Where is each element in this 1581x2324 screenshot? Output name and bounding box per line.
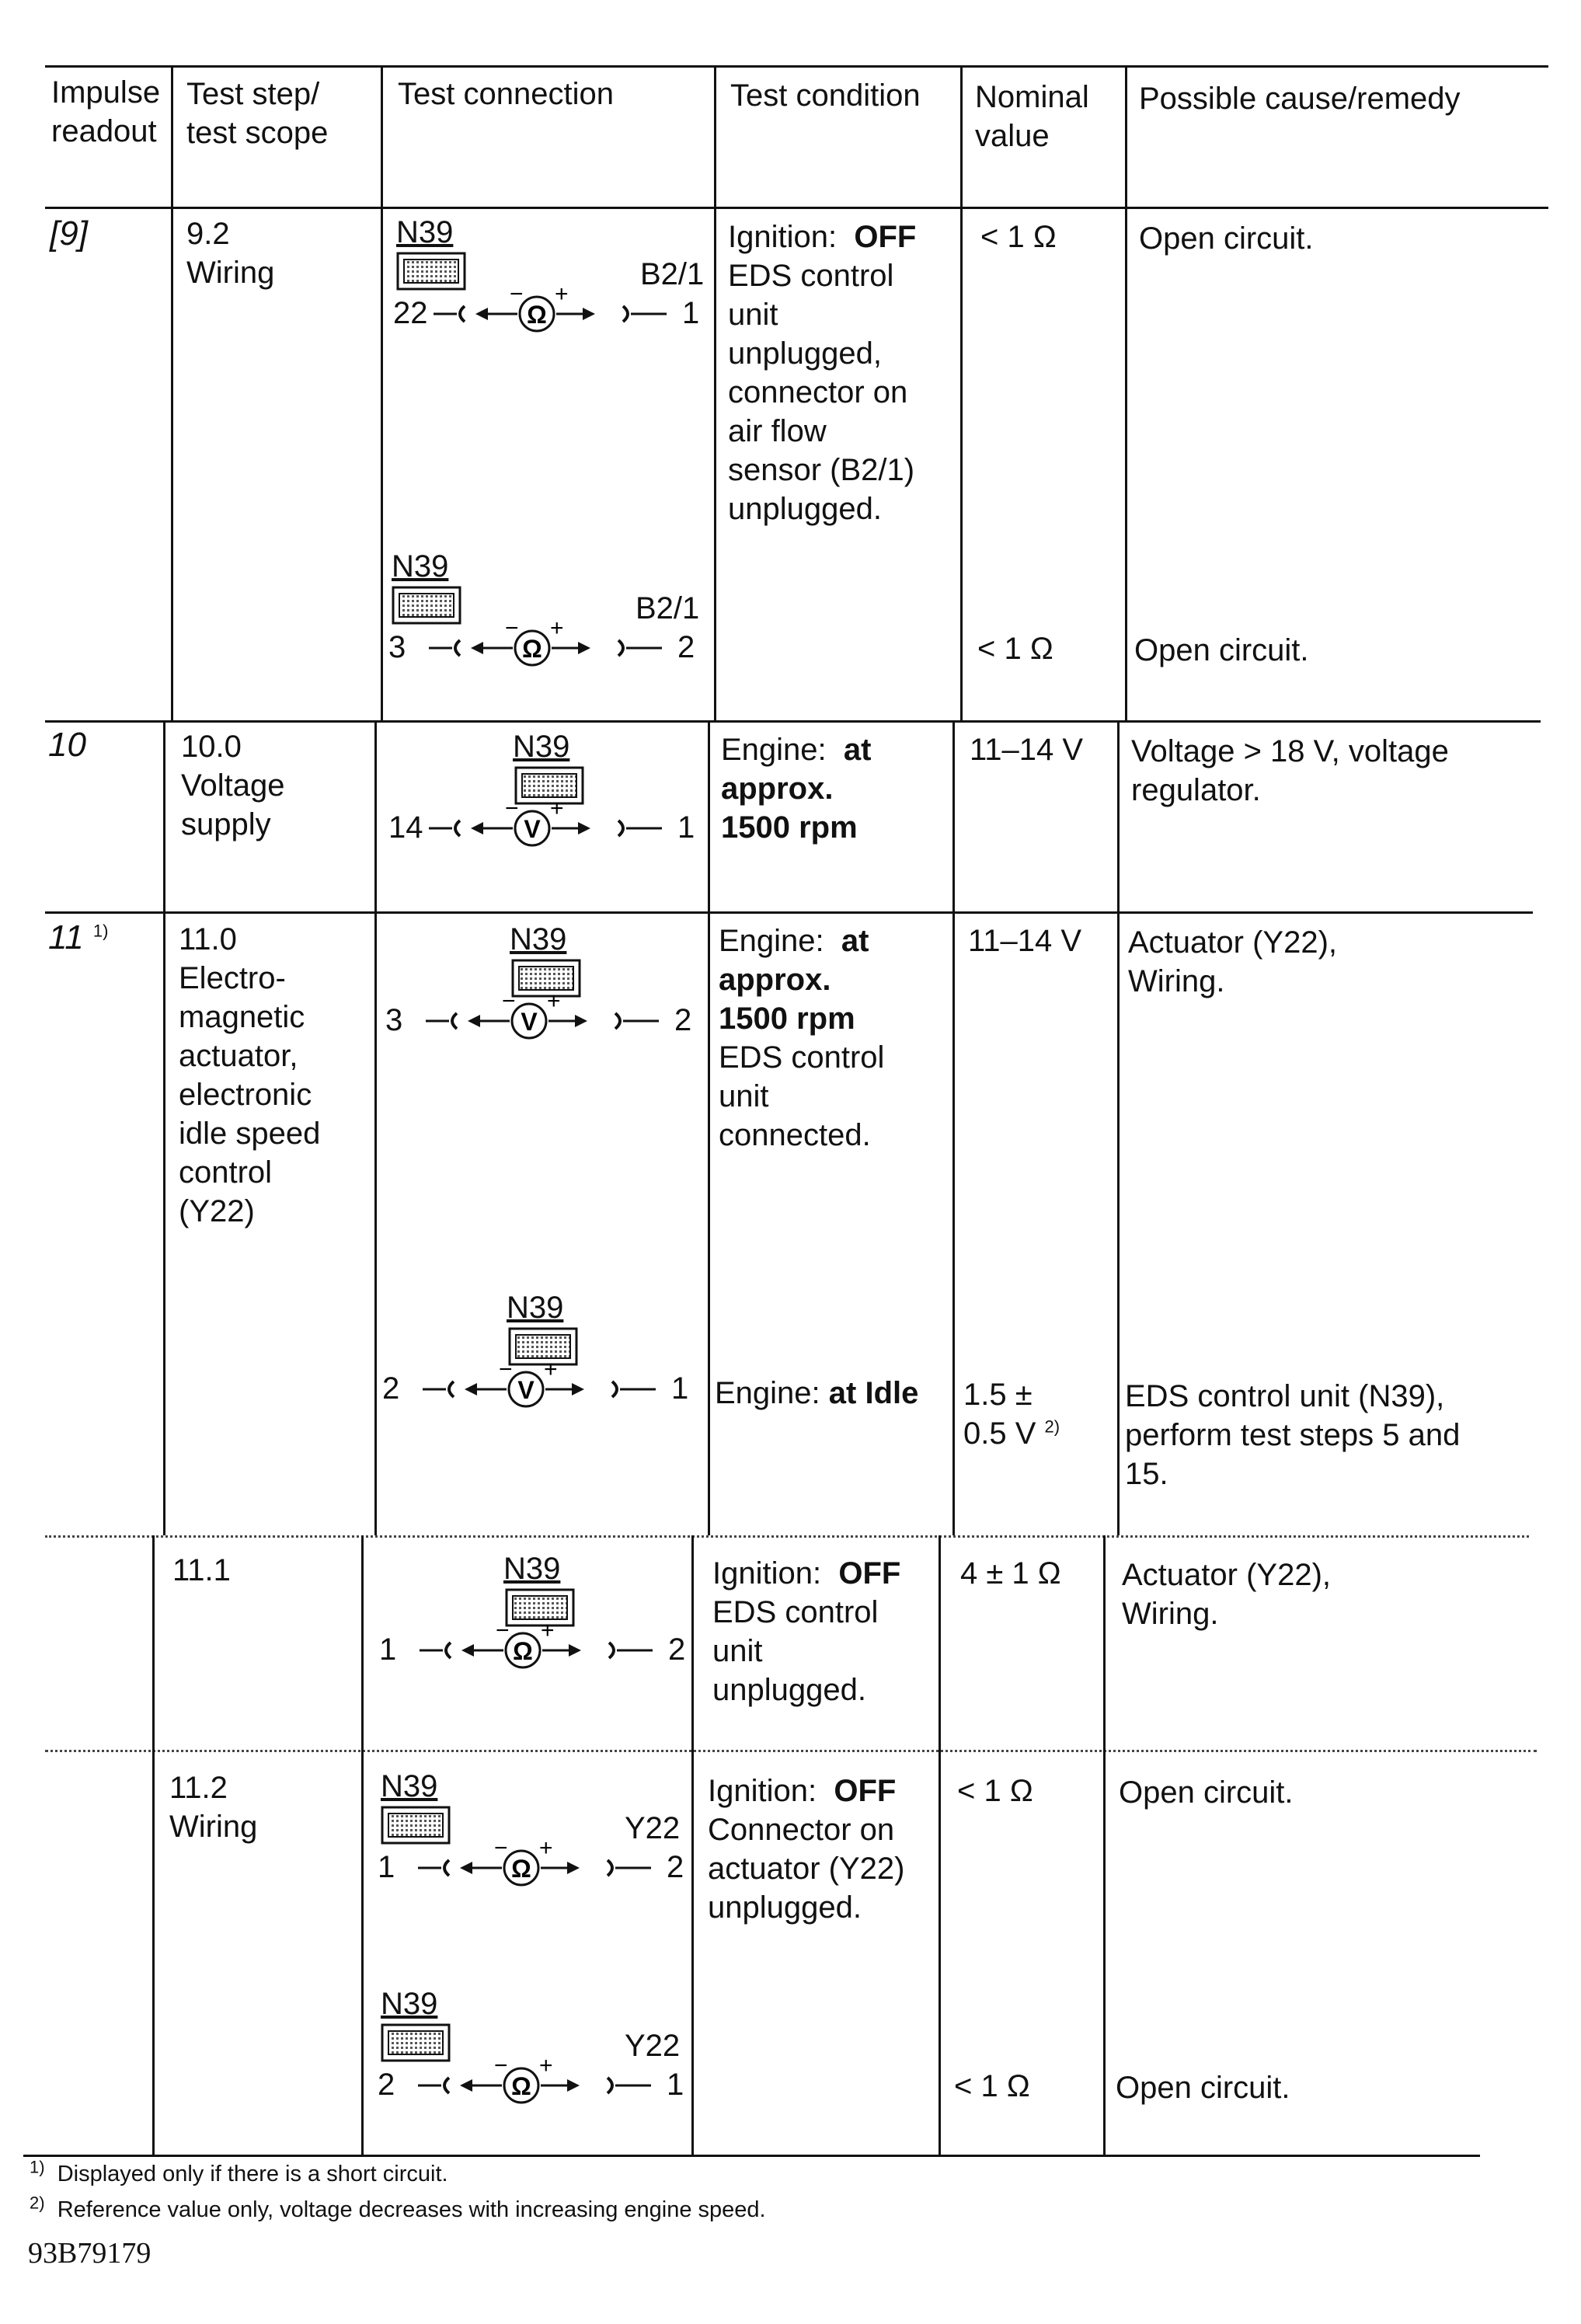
row-11-0-separator: [45, 1535, 1529, 1538]
meter-symbol: V: [524, 815, 541, 843]
meter-symbol: V: [521, 1008, 538, 1036]
meter-symbol: Ω: [527, 301, 547, 329]
condition-9-line: connector on: [728, 375, 908, 409]
footnote-2: [30, 2193, 766, 2224]
control-unit-label: N39: [381, 1769, 438, 1803]
pin-left-label: 3: [385, 1003, 403, 1037]
test-step-11-0: 11.0: [179, 922, 237, 956]
control-unit-label: N39: [507, 1291, 564, 1325]
header-bottom-rule: [45, 207, 1548, 209]
pin-left-label: 1: [378, 1850, 395, 1884]
control-unit-label: N39: [392, 549, 449, 584]
row-10-bottom-rule: [45, 911, 1533, 914]
condition-10-bold: at: [843, 733, 872, 767]
cause-11-0-b-line: 15.: [1125, 1457, 1168, 1491]
control-unit-label: N39: [381, 1987, 438, 2021]
cause-10-line: regulator.: [1131, 773, 1261, 807]
condition-11-2-line: Connector on: [708, 1813, 895, 1847]
control-unit-connector-icon: [507, 1590, 573, 1625]
connection-diagram: [393, 214, 705, 331]
header-impulse-1: Impulse: [51, 75, 161, 110]
test-scope-11-0: (Y22): [179, 1194, 255, 1228]
header-impulse-2: readout: [51, 114, 157, 148]
nominal-9-b: < 1 Ω: [977, 632, 1053, 666]
nominal-11-1: 4 ± 1 Ω: [960, 1556, 1061, 1591]
pin-right-label: 1: [667, 2068, 684, 2102]
control-unit-label: N39: [513, 730, 570, 764]
column-rule-5c: [1103, 1535, 1106, 2155]
impulse-readout-11-text: 11: [48, 918, 84, 956]
connection-diagram: [385, 922, 692, 1038]
condition-10-bold-line: approx.: [721, 772, 834, 806]
cause-11-0-a-line: Actuator (Y22),: [1128, 925, 1338, 960]
condition-10-label-text: Engine:: [721, 733, 827, 767]
condition-9-bold: OFF: [854, 220, 917, 254]
control-unit-label: N39: [396, 215, 454, 249]
condition-11-2-line: actuator (Y22): [708, 1852, 905, 1886]
column-rule-1b: [163, 720, 165, 1535]
column-rule-3b: [708, 720, 710, 1535]
footnote-1: [30, 2157, 448, 2188]
condition-9-line: unplugged.: [728, 492, 882, 526]
cause-10-line: Voltage > 18 V, voltage: [1131, 734, 1449, 768]
condition-9-line: sensor (B2/1): [728, 453, 915, 487]
svg-text:−: −: [505, 615, 519, 641]
meter-symbol: Ω: [513, 1637, 533, 1665]
header-possible-cause: Possible cause/remedy: [1139, 82, 1461, 116]
condition-11-2-line: unplugged.: [708, 1890, 862, 1925]
condition-11-0-label: [719, 922, 869, 960]
control-unit-connector-icon: [393, 587, 460, 623]
test-step-11-1: 11.1: [172, 1553, 231, 1587]
svg-text:+: +: [555, 281, 569, 307]
test-step-10-0: 10.0: [181, 730, 242, 764]
svg-text:−: −: [499, 1357, 513, 1382]
svg-text:+: +: [544, 1357, 558, 1382]
condition-11-0-b: [715, 1374, 918, 1413]
control-unit-connector-icon: [382, 1807, 449, 1843]
column-rule-5: [1125, 65, 1127, 720]
nominal-11-0-b-footnote: 2): [1044, 1416, 1060, 1437]
control-unit-label: N39: [503, 1552, 561, 1586]
component-label: Y22: [625, 2029, 681, 2063]
pin-right-label: 2: [677, 630, 695, 664]
test-scope-11-0: magnetic: [179, 1000, 305, 1034]
connection-diagram: [382, 1290, 689, 1406]
test-scope-11-0: control: [179, 1155, 273, 1190]
svg-text:−: −: [505, 796, 519, 821]
connection-diagram: [378, 1768, 684, 1885]
test-scope-11-0: actuator,: [179, 1039, 298, 1073]
condition-11-1-line: EDS control: [712, 1595, 879, 1629]
nominal-10: 11–14 V: [970, 733, 1084, 767]
column-rule-4c: [939, 1535, 941, 2155]
meter-symbol: V: [517, 1376, 535, 1404]
condition-11-0-line: EDS control: [719, 1040, 885, 1075]
connection-diagram: [388, 729, 695, 845]
cause-11-0-b-line: perform test steps 5 and: [1125, 1418, 1461, 1452]
condition-11-2-label-text: Ignition:: [708, 1774, 817, 1808]
condition-9-label-text: Ignition:: [728, 220, 838, 254]
header-test-connection: Test connection: [398, 77, 614, 111]
nominal-11-0-a: 11–14 V: [968, 924, 1082, 958]
control-unit-connector-icon: [510, 1329, 576, 1364]
document-number: 93B79179: [28, 2237, 151, 2270]
pin-right-label: 1: [671, 1371, 689, 1406]
pin-right-label: 2: [674, 1003, 692, 1037]
component-label: B2/1: [640, 257, 705, 291]
nominal-11-2-a: < 1 Ω: [957, 1774, 1033, 1808]
cause-11-1-line: Actuator (Y22),: [1122, 1558, 1332, 1592]
svg-text:−: −: [496, 1618, 510, 1643]
pin-right-label: 2: [668, 1632, 686, 1667]
condition-9-line: unit: [728, 298, 778, 332]
condition-9-line: unplugged,: [728, 336, 882, 371]
column-rule-4: [960, 65, 963, 720]
connection-diagram: [379, 1551, 686, 1667]
control-unit-label: N39: [510, 922, 567, 956]
svg-text:+: +: [547, 988, 561, 1014]
pin-left-label: 1: [379, 1632, 397, 1667]
meter-symbol: Ω: [511, 2072, 531, 2100]
cause-9-a: Open circuit.: [1139, 221, 1314, 256]
control-unit-connector-icon: [513, 960, 580, 996]
row-11-1-separator: [45, 1750, 1537, 1752]
cause-11-2-b: Open circuit.: [1116, 2071, 1290, 2105]
pin-right-label: 2: [667, 1850, 684, 1884]
meter-symbol: Ω: [511, 1855, 531, 1883]
column-rule-1c: [152, 1535, 155, 2155]
cause-11-0-a-line: Wiring.: [1128, 964, 1225, 998]
svg-text:+: +: [550, 615, 564, 641]
pin-left-label: 3: [388, 630, 406, 664]
test-scope-10-0: Voltage: [181, 768, 285, 803]
pin-right-label: 1: [677, 810, 695, 845]
meter-symbol: Ω: [522, 635, 542, 663]
column-rule-3: [714, 65, 716, 720]
test-scope-9-2: Wiring: [186, 256, 275, 290]
footnote-2-mark: 2): [30, 2193, 45, 2213]
impulse-readout-10: 10: [48, 726, 86, 764]
condition-11-1-line: unplugged.: [712, 1673, 866, 1707]
table-bottom-rule: [23, 2155, 1480, 2157]
impulse-readout-11-footnote: 1): [92, 921, 109, 941]
svg-text:+: +: [539, 2053, 553, 2078]
test-scope-11-0: electronic: [179, 1078, 312, 1112]
condition-11-0-line: connected.: [719, 1118, 871, 1152]
nominal-11-0-b-line2: [963, 1414, 1060, 1453]
header-test-step-2: test scope: [186, 116, 329, 150]
test-scope-10-0: supply: [181, 807, 271, 841]
nominal-9-a: < 1 Ω: [980, 220, 1057, 254]
column-rule-5b: [1117, 720, 1120, 1535]
pin-right-label: 1: [682, 296, 700, 330]
connection-diagram: [388, 549, 700, 665]
nominal-11-0-b-value: 0.5 V: [963, 1416, 1036, 1451]
column-rule-2: [381, 65, 383, 720]
condition-11-0-label-text: Engine:: [719, 924, 824, 958]
table-top-rule: [45, 65, 1548, 68]
test-scope-11-0: Electro-: [179, 961, 286, 995]
header-nominal-1: Nominal: [975, 80, 1089, 114]
condition-9-label: [728, 218, 916, 256]
footnote-2-text: Reference value only, voltage decreases with increasing engine speed.: [57, 2197, 766, 2222]
control-unit-connector-icon: [398, 253, 465, 289]
svg-text:+: +: [539, 1835, 553, 1861]
header-nominal-2: value: [975, 119, 1050, 153]
test-scope-11-2: Wiring: [169, 1810, 258, 1844]
cause-11-2-a: Open circuit.: [1119, 1775, 1294, 1810]
condition-11-1-label: [712, 1554, 900, 1593]
impulse-readout-9: [9]: [50, 214, 88, 253]
column-rule-2b: [374, 720, 377, 1535]
test-scope-11-0: idle speed: [179, 1117, 321, 1151]
component-label: Y22: [625, 1811, 681, 1845]
svg-text:−: −: [502, 988, 516, 1014]
svg-text:−: −: [494, 1835, 508, 1861]
column-rule-1: [171, 65, 173, 720]
condition-10-bold-line: 1500 rpm: [721, 810, 858, 845]
condition-11-0-bold-line: approx.: [719, 963, 831, 997]
condition-11-1-line: unit: [712, 1634, 763, 1668]
pin-left-label: 22: [393, 296, 428, 330]
header-test-condition: Test condition: [730, 78, 921, 113]
condition-11-0-bold-line: 1500 rpm: [719, 1002, 855, 1036]
cause-11-0-b-line: EDS control unit (N39),: [1125, 1379, 1445, 1413]
svg-text:−: −: [510, 281, 524, 307]
footnote-1-text: Displayed only if there is a short circuit.: [57, 2162, 448, 2186]
condition-11-2-bold: OFF: [834, 1774, 897, 1808]
component-label: B2/1: [636, 591, 700, 625]
column-rule-4b: [952, 720, 955, 1535]
test-step-9-2: 9.2: [186, 217, 230, 251]
column-rule-3c: [691, 1535, 694, 2155]
condition-11-1-label-text: Ignition:: [712, 1556, 822, 1591]
svg-text:+: +: [541, 1618, 555, 1643]
column-rule-2c: [361, 1535, 364, 2155]
header-test-step-1: Test step/: [186, 77, 320, 111]
control-unit-connector-icon: [516, 768, 583, 803]
svg-text:−: −: [494, 2053, 508, 2078]
test-step-11-2: 11.2: [169, 1771, 228, 1805]
control-unit-connector-icon: [382, 2025, 449, 2061]
pin-left-label: 2: [378, 2068, 395, 2102]
condition-11-0-b-label: Engine:: [715, 1376, 820, 1410]
pin-left-label: 14: [388, 810, 423, 845]
condition-11-2-label: [708, 1772, 896, 1810]
cause-11-1-line: Wiring.: [1122, 1597, 1219, 1631]
condition-9-line: EDS control: [728, 259, 894, 293]
impulse-readout-11: [48, 918, 108, 957]
nominal-11-2-b: < 1 Ω: [954, 2069, 1030, 2103]
row-9-bottom-rule: [45, 720, 1541, 723]
condition-10-label: [721, 730, 871, 769]
condition-11-0-bold: at: [841, 924, 869, 958]
condition-9-line: air flow: [728, 414, 827, 448]
pin-left-label: 2: [382, 1371, 400, 1406]
condition-11-0-b-bold: at Idle: [828, 1376, 919, 1410]
condition-11-0-line: unit: [719, 1079, 769, 1113]
connection-diagram: [378, 1986, 684, 2103]
nominal-11-0-b-line: 1.5 ±: [963, 1378, 1033, 1412]
cause-9-b: Open circuit.: [1134, 633, 1309, 667]
svg-text:+: +: [550, 796, 564, 821]
condition-11-1-bold: OFF: [838, 1556, 901, 1591]
footnote-1-mark: 1): [30, 2157, 45, 2177]
